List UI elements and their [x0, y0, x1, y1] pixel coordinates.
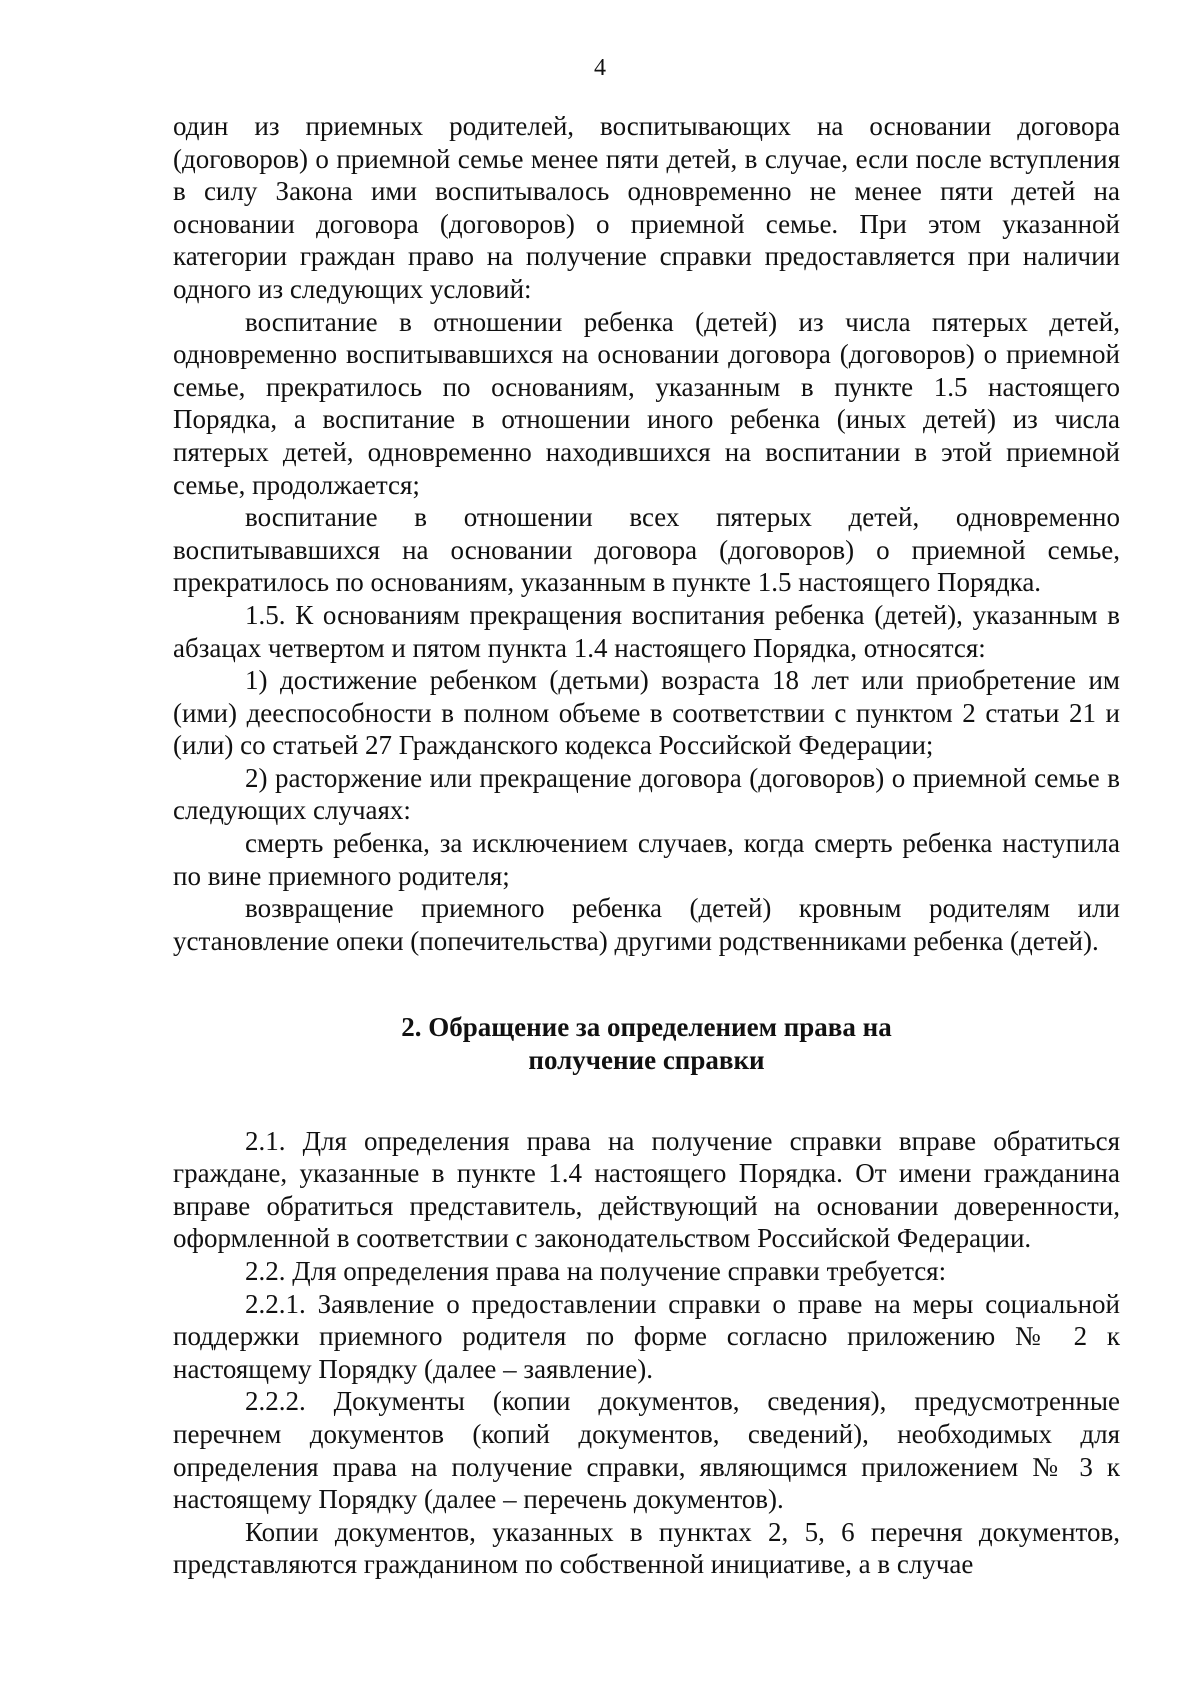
- paragraph: воспитание в отношении ребенка (детей) из числа пятерых детей, одновременно воспитывавшихся на основании договора (договоров) о приемной семье, прекратилось по основаниям, указанным в пункте 1.5 настоящего Порядка, а воспитание в отношении иного ребенка (иных детей) из числа пятерых детей, одновременно находившихся на воспитании в этой приемной семье, продолжается;: [173, 306, 1120, 500]
- page-number: 4: [594, 55, 606, 81]
- paragraph: 1) достижение ребенком (детьми) возраста 18 лет или приобретение им (ими) дееспособности в полном объеме в соответствии с пунктом 2 статьи 21 и (или) со статьей 27 Гражданского кодекса Российской Федерации;: [173, 665, 1120, 761]
- paragraph: возвращение приемного ребенка (детей) кровным родителям или установление опеки (попечительства) другими родственниками ребенка (детей).: [173, 893, 1120, 956]
- paragraph: 2.2. Для определения права на получение справки требуется:: [245, 1256, 947, 1286]
- paragraph: воспитание в отношении всех пятерых детей, одновременно воспитывавшихся на основании договора (договоров) о приемной семье, прекратилось по основаниям, указанным в пункте 1.5 настоящего Порядка.: [173, 502, 1120, 598]
- paragraph: 2.1. Для определения права на получение справки вправе обратиться граждане, указанные в пункте 1.4 настоящего Порядка. От имени гражданина вправе обратиться представитель, действующий на основании доверенности, оформленной в соответствии с законодательством Российской Федерации.: [173, 1125, 1120, 1254]
- paragraph: 2) расторжение или прекращение договора (договоров) о приемной семье в следующих случаях:: [173, 762, 1120, 826]
- section-heading-line: получение справки: [528, 1045, 765, 1076]
- section-heading-line: 2. Обращение за определением права на: [401, 1012, 892, 1043]
- document-body: [173, 110, 1120, 1581]
- paragraph: 2.2.2. Документы (копии документов, сведения), предусмотренные перечнем документов (копий документов, сведений), необходимых для определения права на получение справки, являющимся приложением № 3 к настоящему Порядку (далее – перечень документов).: [173, 1386, 1120, 1515]
- paragraph: смерть ребенка, за исключением случаев, когда смерть ребенка наступила по вине приемного родителя;: [173, 828, 1120, 891]
- paragraph: Копии документов, указанных в пунктах 2, 5, 6 перечня документов, представляются гражданином по собственной инициативе, а в случае: [173, 1516, 1120, 1580]
- paragraph: один из приемных родителей, воспитывающих на основании договора (договоров) о приемной семье менее пяти детей, в случае, если после вступления в силу Закона ими воспитывалось одновременно не менее пяти детей на основании договора (договоров) о приемной семье. При этом указанной категории граждан право на получение справки предоставляется при наличии одного из следующих условий:: [173, 111, 1120, 304]
- paragraph: 2.2.1. Заявление о предоставлении справки о праве на меры социальной поддержки приемного родителя по форме согласно приложению № 2 к настоящему Порядку (далее – заявление).: [173, 1288, 1120, 1384]
- paragraph: 1.5. К основаниям прекращения воспитания ребенка (детей), указанным в абзацах четвертом и пятом пункта 1.4 настоящего Порядка, относятся:: [173, 599, 1120, 663]
- section-heading: [173, 1011, 1120, 1076]
